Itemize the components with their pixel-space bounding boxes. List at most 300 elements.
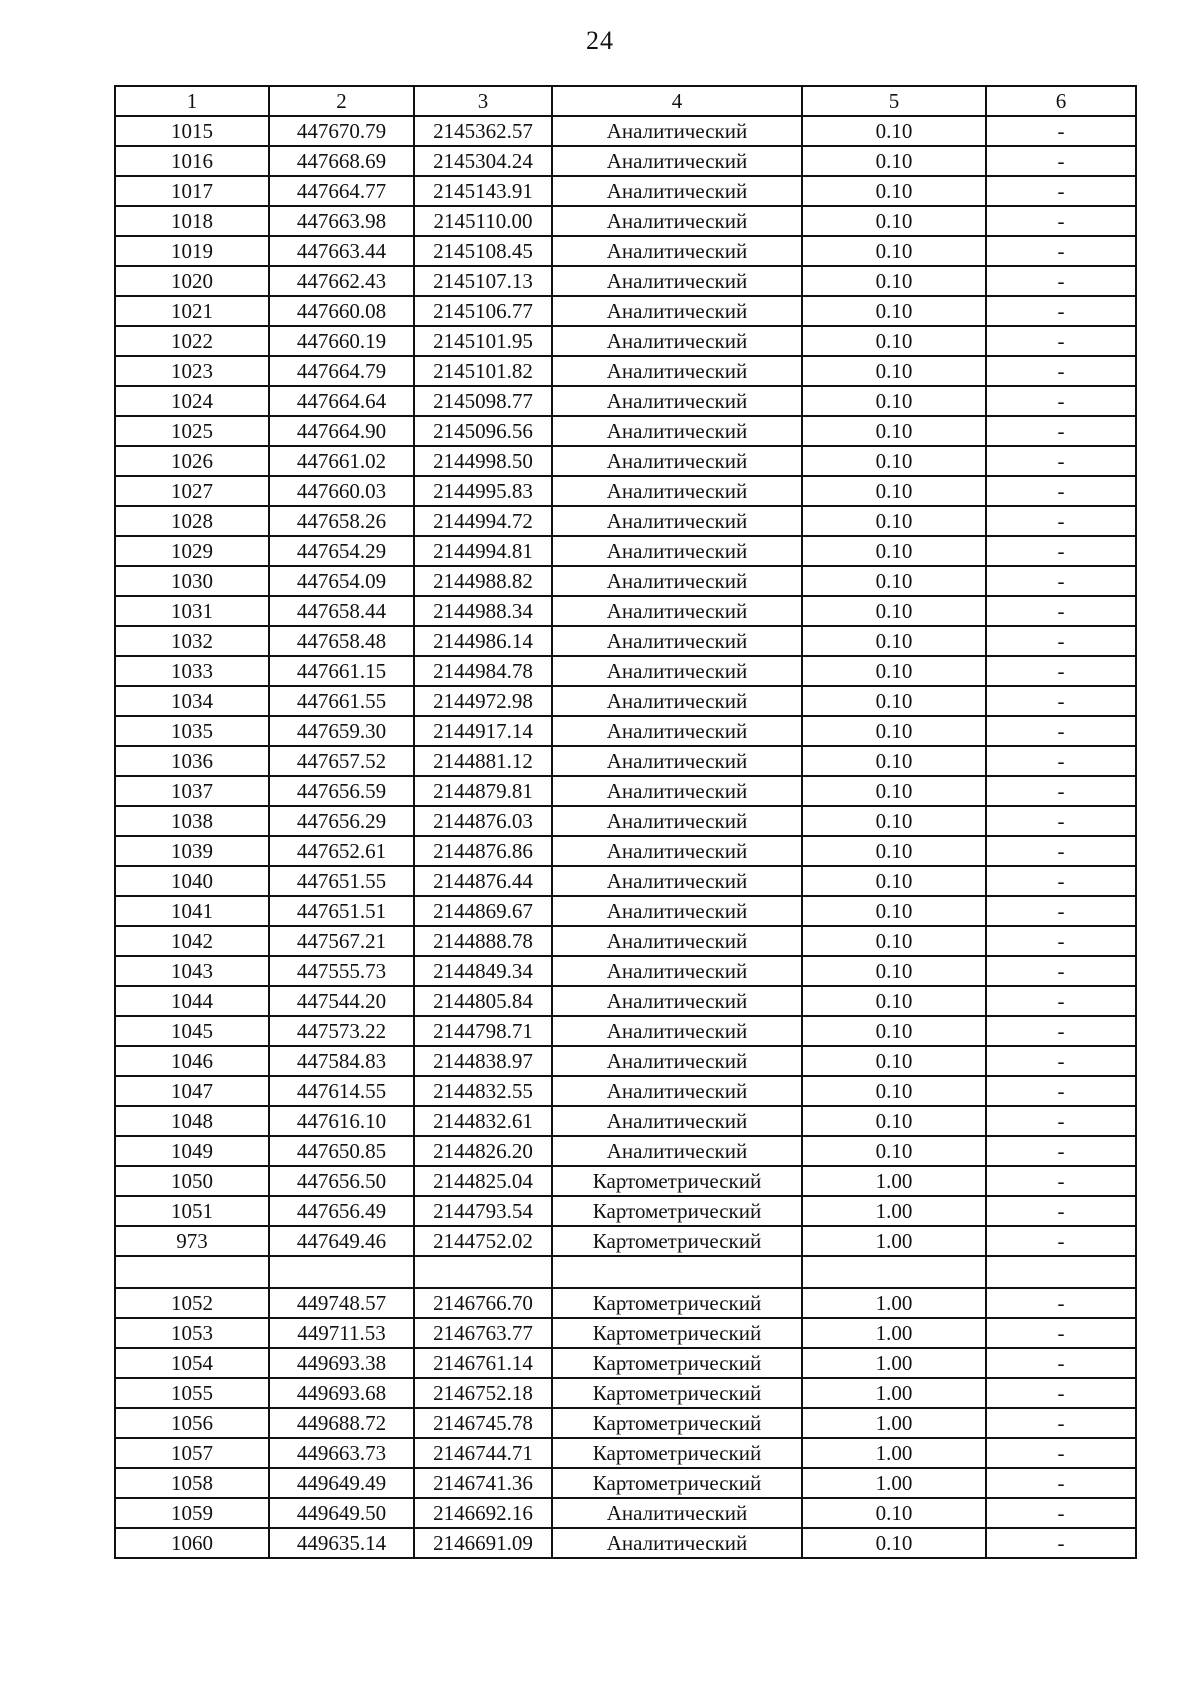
accuracy-cell: 0.10 (802, 1106, 986, 1136)
point-number-cell: 1020 (115, 266, 269, 296)
method-cell: Аналитический (552, 206, 802, 236)
point-number-cell: 1039 (115, 836, 269, 866)
accuracy-cell: 0.10 (802, 566, 986, 596)
point-number-cell: 1027 (115, 476, 269, 506)
point-number-cell: 1041 (115, 896, 269, 926)
y-coordinate-cell: 2145108.45 (414, 236, 552, 266)
table-row (115, 1136, 1136, 1166)
accuracy-cell: 0.10 (802, 536, 986, 566)
method-cell: Аналитический (552, 326, 802, 356)
table-row (115, 1348, 1136, 1378)
table-row (115, 1378, 1136, 1408)
y-coordinate-cell: 2146761.14 (414, 1348, 552, 1378)
y-coordinate-cell: 2144826.20 (414, 1136, 552, 1166)
table-row (115, 176, 1136, 206)
accuracy-cell: 0.10 (802, 806, 986, 836)
table-row (115, 506, 1136, 536)
x-coordinate-cell: 449649.49 (269, 1468, 414, 1498)
y-coordinate-cell: 2146763.77 (414, 1318, 552, 1348)
note-cell: - (986, 626, 1136, 656)
point-number-cell: 1057 (115, 1438, 269, 1468)
x-coordinate-cell: 447660.19 (269, 326, 414, 356)
method-cell: Аналитический (552, 1136, 802, 1166)
table-row (115, 1408, 1136, 1438)
point-number-cell: 1053 (115, 1318, 269, 1348)
method-cell: Аналитический (552, 926, 802, 956)
note-cell: - (986, 1438, 1136, 1468)
method-cell: Аналитический (552, 1528, 802, 1558)
method-cell: Картометрический (552, 1318, 802, 1348)
table-row (115, 1256, 1136, 1288)
method-cell: Картометрический (552, 1348, 802, 1378)
accuracy-cell: 1.00 (802, 1408, 986, 1438)
table-row (115, 146, 1136, 176)
y-coordinate-cell: 2144972.98 (414, 686, 552, 716)
method-cell: Аналитический (552, 386, 802, 416)
accuracy-cell: 0.10 (802, 446, 986, 476)
x-coordinate-cell: 447662.43 (269, 266, 414, 296)
point-number-cell: 1055 (115, 1378, 269, 1408)
y-coordinate-cell: 2144876.03 (414, 806, 552, 836)
x-coordinate-cell: 447616.10 (269, 1106, 414, 1136)
point-number-cell: 1049 (115, 1136, 269, 1166)
method-cell: Аналитический (552, 566, 802, 596)
accuracy-cell: 1.00 (802, 1288, 986, 1318)
x-coordinate-cell: 449688.72 (269, 1408, 414, 1438)
table-row (115, 1288, 1136, 1318)
note-cell: - (986, 1348, 1136, 1378)
table-row (115, 1498, 1136, 1528)
method-cell: Картометрический (552, 1288, 802, 1318)
accuracy-cell: 0.10 (802, 1076, 986, 1106)
table-row (115, 656, 1136, 686)
note-cell: - (986, 206, 1136, 236)
note-cell: - (986, 326, 1136, 356)
note-cell: - (986, 116, 1136, 146)
accuracy-cell: 0.10 (802, 506, 986, 536)
note-cell: - (986, 836, 1136, 866)
accuracy-cell: 0.10 (802, 1498, 986, 1528)
x-coordinate-cell: 447661.02 (269, 446, 414, 476)
note-cell: - (986, 1196, 1136, 1226)
y-coordinate-cell: 2144849.34 (414, 956, 552, 986)
x-coordinate-cell: 447650.85 (269, 1136, 414, 1166)
x-coordinate-cell: 447573.22 (269, 1016, 414, 1046)
table-row (115, 236, 1136, 266)
x-coordinate-cell: 447555.73 (269, 956, 414, 986)
table-row (115, 956, 1136, 986)
point-number-cell: 1026 (115, 446, 269, 476)
accuracy-cell: 1.00 (802, 1318, 986, 1348)
accuracy-cell: 0.10 (802, 476, 986, 506)
point-number-cell: 973 (115, 1226, 269, 1256)
method-cell: Аналитический (552, 596, 802, 626)
x-coordinate-cell: 447668.69 (269, 146, 414, 176)
y-coordinate-cell: 2144998.50 (414, 446, 552, 476)
note-cell: - (986, 806, 1136, 836)
x-coordinate-cell: 447664.77 (269, 176, 414, 206)
table-row (115, 1226, 1136, 1256)
method-cell: Аналитический (552, 1498, 802, 1528)
note-cell: - (986, 1498, 1136, 1528)
y-coordinate-cell: 2145362.57 (414, 116, 552, 146)
x-coordinate-cell: 447567.21 (269, 926, 414, 956)
point-number-cell: 1050 (115, 1166, 269, 1196)
method-cell: Аналитический (552, 146, 802, 176)
table-row (115, 866, 1136, 896)
point-number-cell: 1048 (115, 1106, 269, 1136)
table-row (115, 1166, 1136, 1196)
table-row (115, 836, 1136, 866)
x-coordinate-cell: 447660.03 (269, 476, 414, 506)
x-coordinate-cell: 447659.30 (269, 716, 414, 746)
point-number-cell: 1037 (115, 776, 269, 806)
note-cell: - (986, 236, 1136, 266)
table-row (115, 206, 1136, 236)
y-coordinate-cell: 2144752.02 (414, 1226, 552, 1256)
note-cell: - (986, 596, 1136, 626)
method-cell: Картометрический (552, 1438, 802, 1468)
y-coordinate-cell: 2144825.04 (414, 1166, 552, 1196)
point-number-cell: 1060 (115, 1528, 269, 1558)
note-cell: - (986, 1318, 1136, 1348)
method-cell: Картометрический (552, 1166, 802, 1196)
point-number-cell: 1056 (115, 1408, 269, 1438)
accuracy-cell: 0.10 (802, 326, 986, 356)
y-coordinate-cell (414, 1256, 552, 1288)
y-coordinate-cell: 2146692.16 (414, 1498, 552, 1528)
note-cell: - (986, 1016, 1136, 1046)
y-coordinate-cell: 2145101.82 (414, 356, 552, 386)
table-row (115, 536, 1136, 566)
y-coordinate-cell: 2144832.55 (414, 1076, 552, 1106)
note-cell: - (986, 866, 1136, 896)
accuracy-cell: 1.00 (802, 1196, 986, 1226)
method-cell: Картометрический (552, 1408, 802, 1438)
point-number-cell: 1058 (115, 1468, 269, 1498)
point-number-cell: 1059 (115, 1498, 269, 1528)
note-cell: - (986, 1528, 1136, 1558)
note-cell: - (986, 1378, 1136, 1408)
accuracy-cell (802, 1256, 986, 1288)
y-coordinate-cell: 2144793.54 (414, 1196, 552, 1226)
y-coordinate-cell: 2146752.18 (414, 1378, 552, 1408)
x-coordinate-cell: 449693.38 (269, 1348, 414, 1378)
page-number: 24 (586, 26, 614, 55)
point-number-cell: 1042 (115, 926, 269, 956)
table-row (115, 386, 1136, 416)
note-cell: - (986, 1046, 1136, 1076)
table-row (115, 1076, 1136, 1106)
table-row (115, 926, 1136, 956)
coordinates-table (114, 85, 1137, 1559)
accuracy-cell: 0.10 (802, 776, 986, 806)
table-row (115, 326, 1136, 356)
table-row (115, 116, 1136, 146)
point-number-cell: 1028 (115, 506, 269, 536)
table-row (115, 266, 1136, 296)
column-header: 6 (986, 86, 1136, 116)
method-cell: Аналитический (552, 896, 802, 926)
point-number-cell: 1025 (115, 416, 269, 446)
table-row (115, 716, 1136, 746)
y-coordinate-cell: 2145143.91 (414, 176, 552, 206)
x-coordinate-cell: 447663.44 (269, 236, 414, 266)
point-number-cell: 1035 (115, 716, 269, 746)
point-number-cell: 1029 (115, 536, 269, 566)
y-coordinate-cell: 2144995.83 (414, 476, 552, 506)
point-number-cell: 1019 (115, 236, 269, 266)
x-coordinate-cell: 447661.55 (269, 686, 414, 716)
x-coordinate-cell: 447664.90 (269, 416, 414, 446)
accuracy-cell: 0.10 (802, 926, 986, 956)
y-coordinate-cell: 2144881.12 (414, 746, 552, 776)
accuracy-cell: 0.10 (802, 1528, 986, 1558)
method-cell: Аналитический (552, 476, 802, 506)
accuracy-cell: 0.10 (802, 176, 986, 206)
point-number-cell: 1054 (115, 1348, 269, 1378)
table-row (115, 1438, 1136, 1468)
table-row (115, 446, 1136, 476)
x-coordinate-cell: 447664.64 (269, 386, 414, 416)
method-cell: Картометрический (552, 1468, 802, 1498)
x-coordinate-cell: 447652.61 (269, 836, 414, 866)
x-coordinate-cell: 447651.55 (269, 866, 414, 896)
point-number-cell: 1043 (115, 956, 269, 986)
column-header: 1 (115, 86, 269, 116)
point-number-cell: 1024 (115, 386, 269, 416)
y-coordinate-cell: 2144984.78 (414, 656, 552, 686)
method-cell: Аналитический (552, 536, 802, 566)
column-header: 2 (269, 86, 414, 116)
x-coordinate-cell: 447656.50 (269, 1166, 414, 1196)
note-cell: - (986, 1226, 1136, 1256)
method-cell: Аналитический (552, 1046, 802, 1076)
accuracy-cell: 0.10 (802, 656, 986, 686)
point-number-cell: 1036 (115, 746, 269, 776)
point-number-cell: 1052 (115, 1288, 269, 1318)
x-coordinate-cell: 447656.59 (269, 776, 414, 806)
note-cell: - (986, 656, 1136, 686)
x-coordinate-cell: 447657.52 (269, 746, 414, 776)
method-cell: Аналитический (552, 176, 802, 206)
y-coordinate-cell: 2144917.14 (414, 716, 552, 746)
table-row (115, 1016, 1136, 1046)
method-cell: Картометрический (552, 1226, 802, 1256)
point-number-cell: 1016 (115, 146, 269, 176)
note-cell: - (986, 356, 1136, 386)
point-number-cell: 1017 (115, 176, 269, 206)
y-coordinate-cell: 2145107.13 (414, 266, 552, 296)
note-cell: - (986, 1288, 1136, 1318)
note-cell: - (986, 536, 1136, 566)
accuracy-cell: 1.00 (802, 1348, 986, 1378)
point-number-cell: 1045 (115, 1016, 269, 1046)
accuracy-cell: 0.10 (802, 356, 986, 386)
table-row (115, 806, 1136, 836)
column-header: 4 (552, 86, 802, 116)
x-coordinate-cell: 449649.50 (269, 1498, 414, 1528)
accuracy-cell: 0.10 (802, 1046, 986, 1076)
point-number-cell: 1046 (115, 1046, 269, 1076)
x-coordinate-cell: 447656.49 (269, 1196, 414, 1226)
method-cell: Аналитический (552, 266, 802, 296)
x-coordinate-cell: 447614.55 (269, 1076, 414, 1106)
note-cell: - (986, 566, 1136, 596)
table-header-row (115, 86, 1136, 116)
accuracy-cell: 0.10 (802, 746, 986, 776)
method-cell: Аналитический (552, 1106, 802, 1136)
note-cell: - (986, 776, 1136, 806)
method-cell: Аналитический (552, 446, 802, 476)
y-coordinate-cell: 2144838.97 (414, 1046, 552, 1076)
note-cell: - (986, 1106, 1136, 1136)
accuracy-cell: 0.10 (802, 146, 986, 176)
y-coordinate-cell: 2145096.56 (414, 416, 552, 446)
y-coordinate-cell: 2144879.81 (414, 776, 552, 806)
x-coordinate-cell: 447670.79 (269, 116, 414, 146)
method-cell: Аналитический (552, 776, 802, 806)
note-cell: - (986, 266, 1136, 296)
note-cell: - (986, 686, 1136, 716)
y-coordinate-cell: 2144876.44 (414, 866, 552, 896)
y-coordinate-cell: 2144876.86 (414, 836, 552, 866)
accuracy-cell: 0.10 (802, 686, 986, 716)
y-coordinate-cell: 2145106.77 (414, 296, 552, 326)
y-coordinate-cell: 2144805.84 (414, 986, 552, 1016)
table-row (115, 776, 1136, 806)
table-body (115, 116, 1136, 1558)
x-coordinate-cell: 447658.26 (269, 506, 414, 536)
y-coordinate-cell: 2146744.71 (414, 1438, 552, 1468)
y-coordinate-cell: 2144832.61 (414, 1106, 552, 1136)
table-row (115, 686, 1136, 716)
y-coordinate-cell: 2144994.81 (414, 536, 552, 566)
point-number-cell: 1015 (115, 116, 269, 146)
note-cell: - (986, 176, 1136, 206)
note-cell: - (986, 506, 1136, 536)
method-cell: Картометрический (552, 1196, 802, 1226)
accuracy-cell: 1.00 (802, 1166, 986, 1196)
note-cell (986, 1256, 1136, 1288)
accuracy-cell: 0.10 (802, 986, 986, 1016)
note-cell: - (986, 146, 1136, 176)
table-row (115, 416, 1136, 446)
point-number-cell: 1030 (115, 566, 269, 596)
y-coordinate-cell: 2146691.09 (414, 1528, 552, 1558)
note-cell: - (986, 1408, 1136, 1438)
y-coordinate-cell: 2145304.24 (414, 146, 552, 176)
x-coordinate-cell: 447651.51 (269, 896, 414, 926)
y-coordinate-cell: 2145098.77 (414, 386, 552, 416)
x-coordinate-cell: 449711.53 (269, 1318, 414, 1348)
point-number-cell: 1044 (115, 986, 269, 1016)
point-number-cell: 1040 (115, 866, 269, 896)
accuracy-cell: 0.10 (802, 266, 986, 296)
point-number-cell: 1033 (115, 656, 269, 686)
method-cell: Аналитический (552, 506, 802, 536)
point-number-cell: 1023 (115, 356, 269, 386)
x-coordinate-cell: 449635.14 (269, 1528, 414, 1558)
column-header: 5 (802, 86, 986, 116)
accuracy-cell: 1.00 (802, 1438, 986, 1468)
point-number-cell: 1018 (115, 206, 269, 236)
table-row (115, 626, 1136, 656)
note-cell: - (986, 296, 1136, 326)
point-number-cell: 1022 (115, 326, 269, 356)
x-coordinate-cell: 449663.73 (269, 1438, 414, 1468)
method-cell: Аналитический (552, 356, 802, 386)
y-coordinate-cell: 2146741.36 (414, 1468, 552, 1498)
note-cell: - (986, 1076, 1136, 1106)
table-row (115, 1528, 1136, 1558)
method-cell: Аналитический (552, 116, 802, 146)
x-coordinate-cell: 447663.98 (269, 206, 414, 236)
y-coordinate-cell: 2144988.34 (414, 596, 552, 626)
method-cell: Аналитический (552, 866, 802, 896)
x-coordinate-cell: 447544.20 (269, 986, 414, 1016)
y-coordinate-cell: 2144798.71 (414, 1016, 552, 1046)
x-coordinate-cell: 447584.83 (269, 1046, 414, 1076)
note-cell: - (986, 956, 1136, 986)
point-number-cell: 1031 (115, 596, 269, 626)
x-coordinate-cell: 447660.08 (269, 296, 414, 326)
point-number-cell: 1021 (115, 296, 269, 326)
y-coordinate-cell: 2144986.14 (414, 626, 552, 656)
method-cell: Аналитический (552, 296, 802, 326)
table-row (115, 1106, 1136, 1136)
y-coordinate-cell: 2144988.82 (414, 566, 552, 596)
note-cell: - (986, 896, 1136, 926)
point-number-cell: 1047 (115, 1076, 269, 1106)
method-cell: Аналитический (552, 236, 802, 266)
method-cell: Аналитический (552, 806, 802, 836)
x-coordinate-cell: 447661.15 (269, 656, 414, 686)
accuracy-cell: 1.00 (802, 1468, 986, 1498)
note-cell: - (986, 1468, 1136, 1498)
point-number-cell: 1051 (115, 1196, 269, 1226)
accuracy-cell: 0.10 (802, 956, 986, 986)
accuracy-cell: 0.10 (802, 116, 986, 146)
table-row (115, 1468, 1136, 1498)
x-coordinate-cell: 449693.68 (269, 1378, 414, 1408)
accuracy-cell: 0.10 (802, 1016, 986, 1046)
x-coordinate-cell: 447654.29 (269, 536, 414, 566)
accuracy-cell: 0.10 (802, 866, 986, 896)
note-cell: - (986, 716, 1136, 746)
column-header: 3 (414, 86, 552, 116)
method-cell: Аналитический (552, 1016, 802, 1046)
method-cell (552, 1256, 802, 1288)
accuracy-cell: 0.10 (802, 416, 986, 446)
table-row (115, 1318, 1136, 1348)
y-coordinate-cell: 2144888.78 (414, 926, 552, 956)
point-number-cell (115, 1256, 269, 1288)
method-cell: Аналитический (552, 716, 802, 746)
point-number-cell: 1032 (115, 626, 269, 656)
method-cell: Аналитический (552, 986, 802, 1016)
y-coordinate-cell: 2146745.78 (414, 1408, 552, 1438)
table-row (115, 1046, 1136, 1076)
method-cell: Аналитический (552, 746, 802, 776)
note-cell: - (986, 476, 1136, 506)
table-row (115, 356, 1136, 386)
y-coordinate-cell: 2145110.00 (414, 206, 552, 236)
table-row (115, 566, 1136, 596)
accuracy-cell: 0.10 (802, 716, 986, 746)
note-cell: - (986, 926, 1136, 956)
accuracy-cell: 1.00 (802, 1378, 986, 1408)
